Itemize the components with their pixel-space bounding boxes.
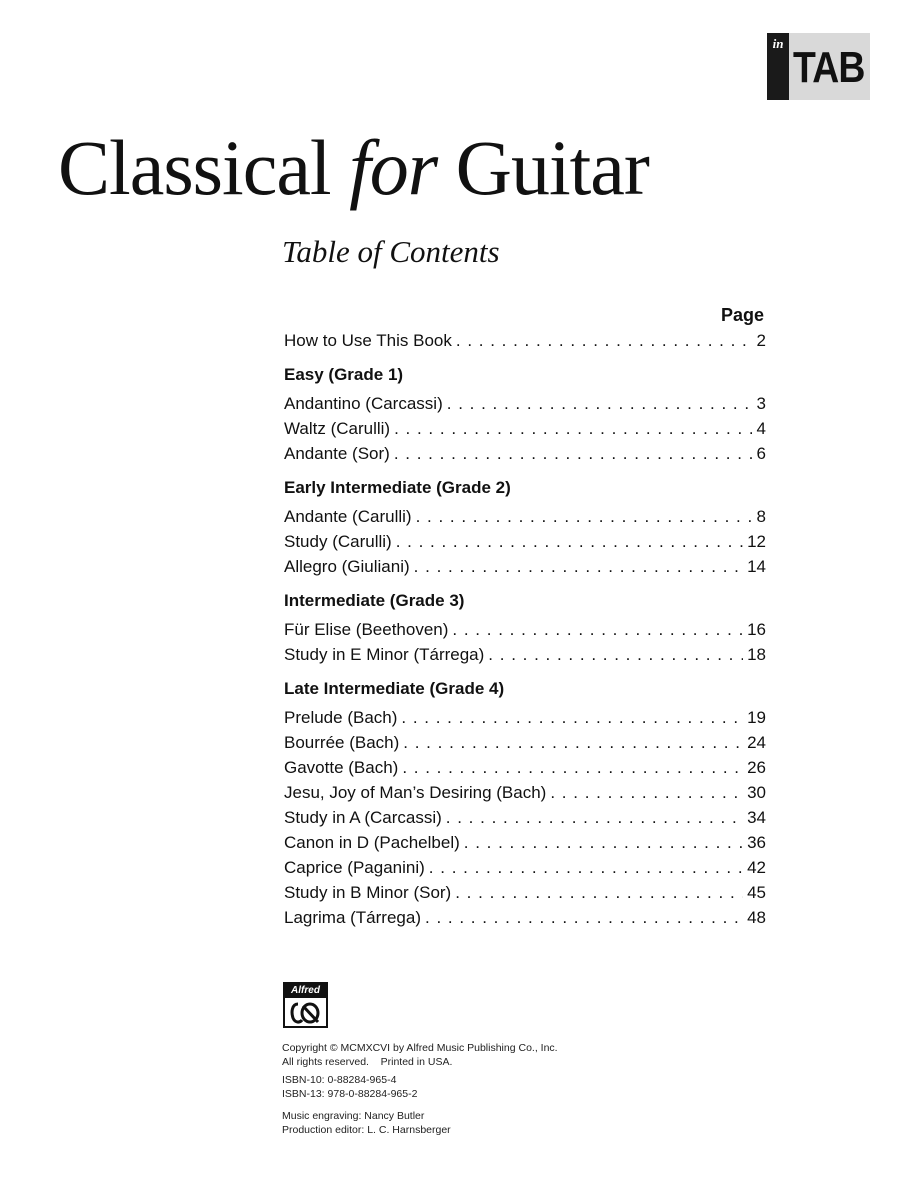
page-subtitle: Table of Contents <box>282 234 500 269</box>
toc-entry-page: 2 <box>756 331 766 350</box>
dot-leader <box>403 730 743 755</box>
toc-row[interactable] <box>284 554 766 579</box>
rights-line: All rights reserved. Printed in USA. <box>282 1056 453 1068</box>
toc-entry-title: Gavotte (Bach) <box>284 758 399 777</box>
section-heading: Easy (Grade 1) <box>284 365 404 384</box>
toc-row[interactable] <box>284 705 766 730</box>
page-column-heading: Page <box>720 305 764 325</box>
toc-entry-title: Andante (Carulli) <box>284 507 412 526</box>
isbn10-line: ISBN-10: 0-88284-965-4 <box>282 1074 397 1086</box>
toc-entry-title: How to Use This Book <box>284 331 452 350</box>
dot-leader <box>464 830 743 855</box>
toc-row[interactable] <box>284 830 766 855</box>
isbn13-line: ISBN-13: 978-0-88284-965-2 <box>282 1088 418 1100</box>
toc-row[interactable] <box>284 441 766 466</box>
dot-leader <box>402 755 743 780</box>
toc-entry-page: 6 <box>756 444 766 463</box>
dot-leader <box>452 617 743 642</box>
toc-entry-title: Andante (Sor) <box>284 444 390 463</box>
alfred-logo <box>283 982 328 1028</box>
toc-entry-page: 26 <box>747 758 766 777</box>
title-part-guitar: Guitar <box>437 124 649 211</box>
toc-entry-title: Lagrima (Tárrega) <box>284 908 421 927</box>
toc-entry-title: Prelude (Bach) <box>284 708 398 727</box>
dot-leader <box>394 416 752 441</box>
toc-row[interactable] <box>284 391 766 416</box>
toc-row[interactable] <box>284 780 766 805</box>
toc-entry-page: 18 <box>747 645 766 664</box>
toc-entry-page: 14 <box>747 557 766 576</box>
toc-entry-title: Jesu, Joy of Man’s Desiring (Bach) <box>284 783 547 802</box>
dot-leader <box>488 642 743 667</box>
dot-leader <box>396 529 743 554</box>
toc-entry-title: Caprice (Paganini) <box>284 858 425 877</box>
toc-entry-title: Study (Carulli) <box>284 532 392 551</box>
logo-wordmark: Alfred <box>285 984 326 998</box>
dot-leader <box>425 905 743 930</box>
toc-row[interactable] <box>284 730 766 755</box>
toc-entry-page: 8 <box>756 507 766 526</box>
toc-row[interactable] <box>284 642 766 667</box>
dot-leader <box>446 805 743 830</box>
publication-info <box>282 1041 558 1137</box>
section-heading: Early Intermediate (Grade 2) <box>284 478 511 497</box>
toc-row[interactable] <box>284 855 766 880</box>
section-heading: Late Intermediate (Grade 4) <box>284 679 505 698</box>
toc-entry-page: 36 <box>747 833 766 852</box>
toc-entry-title: Study in A (Carcassi) <box>284 808 442 827</box>
toc-sections <box>284 362 766 930</box>
editor-credit: Production editor: L. C. Harnsberger <box>282 1124 451 1136</box>
toc-entry-page: 30 <box>747 783 766 802</box>
toc-entry-page: 4 <box>756 419 766 438</box>
dot-leader <box>429 855 743 880</box>
page-title <box>58 118 649 218</box>
toc-row[interactable] <box>284 805 766 830</box>
toc-entry-title: Allegro (Giuliani) <box>284 557 410 576</box>
dot-leader <box>416 504 752 529</box>
copyright-line: Copyright © MCMXCVI by Alfred Music Publishing Co., Inc. <box>282 1042 558 1054</box>
dot-leader <box>447 391 752 416</box>
toc-entry-title: Waltz (Carulli) <box>284 419 391 438</box>
toc-entry-page: 34 <box>747 808 766 827</box>
title-part-for: for <box>349 124 438 211</box>
toc-entry-title: Für Elise (Beethoven) <box>284 620 449 639</box>
dot-leader <box>456 328 752 353</box>
toc-row[interactable] <box>284 755 766 780</box>
toc-row[interactable] <box>284 905 766 930</box>
badge-tab-label: TAB <box>793 43 865 92</box>
logo-emblem-icon <box>289 1000 323 1026</box>
dot-leader <box>455 880 743 905</box>
toc-entry-page: 45 <box>747 883 766 902</box>
dot-leader <box>401 705 743 730</box>
dot-leader <box>394 441 752 466</box>
toc-entry-title: Andantino (Carcassi) <box>284 394 443 413</box>
toc-row[interactable] <box>284 880 766 905</box>
toc-entry-title: Bourrée (Bach) <box>284 733 400 752</box>
toc-entry-page: 42 <box>747 858 766 877</box>
toc-entry-page: 12 <box>747 532 766 551</box>
toc-row[interactable] <box>284 617 766 642</box>
toc-row-intro[interactable] <box>284 328 766 353</box>
toc-entry-title: Study in B Minor (Sor) <box>284 883 452 902</box>
toc-row[interactable] <box>284 504 766 529</box>
toc-row[interactable] <box>284 529 766 554</box>
title-part-classical: Classical <box>58 124 350 211</box>
toc-row[interactable] <box>284 416 766 441</box>
tab-badge <box>767 33 870 100</box>
toc-entry-page: 16 <box>747 620 766 639</box>
table-of-contents <box>284 302 766 930</box>
dot-leader <box>414 554 743 579</box>
badge-in-label: in <box>767 33 789 100</box>
toc-entry-title: Canon in D (Pachelbel) <box>284 833 460 852</box>
toc-entry-page: 24 <box>747 733 766 752</box>
section-heading: Intermediate (Grade 3) <box>284 591 465 610</box>
toc-entry-title: Study in E Minor (Tárrega) <box>284 645 485 664</box>
toc-entry-page: 19 <box>747 708 766 727</box>
toc-entry-page: 3 <box>756 394 766 413</box>
engraving-credit: Music engraving: Nancy Butler <box>282 1110 425 1122</box>
dot-leader <box>550 780 743 805</box>
toc-entry-page: 48 <box>747 908 766 927</box>
